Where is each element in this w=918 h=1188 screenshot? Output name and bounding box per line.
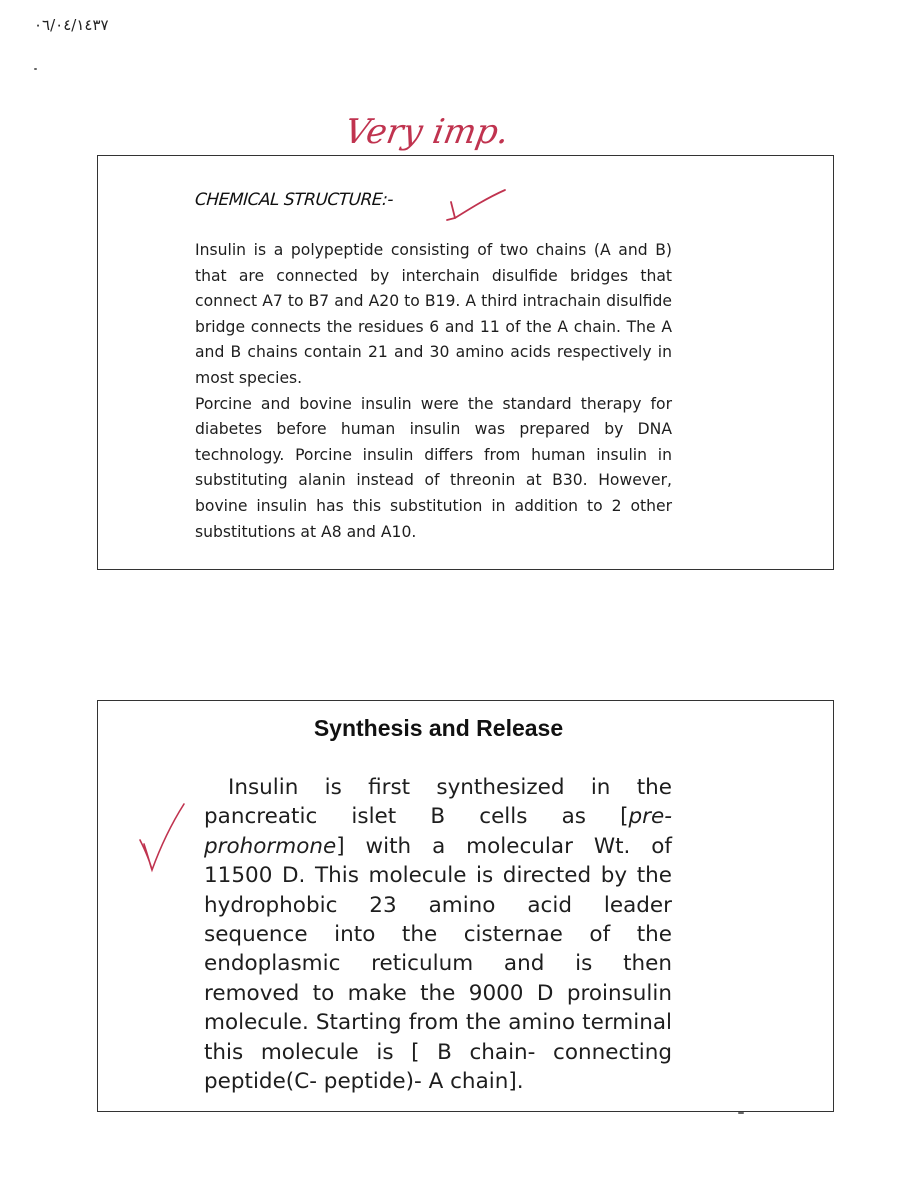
synthesis-release-text (204, 773, 672, 1096)
synthesis-text-part-2: ] with a molecular Wt. of 11500 D. This molecule is directed by the hydrophobic 23 amino acid leader sequence into the cisternae of the endoplasmic reticulum and is then removed to make the 9000 D proinsulin molecule. Starting from the amino terminal this molecule is [ B chain- connecting peptide(C- peptide)- A chain]. (204, 833, 672, 1095)
check-mark-icon (443, 184, 513, 224)
scan-speck (34, 68, 37, 70)
chemical-structure-paragraph-2: Porcine and bovine insulin were the standard therapy for diabetes before human insulin was prepared by DNA technology. Porcine insulin differs from human insulin in substituting alanin instead of threonin at B30. However, bovine insulin has this substitution in addition to 2 other substitutions at A8 and A10. (195, 394, 672, 541)
chemical-structure-paragraph-1: Insulin is a polypeptide consisting of two chains (A and B) that are connected by interchain disulfide bridges that connect A7 to B7 and A20 to B19. A third intrachain disulfide bridge connects the residues 6 and 11 of the A chain. The A and B chains contain 21 and 30 amino acids respectively in most species. (195, 241, 672, 387)
top-note-text: Very imp. (341, 112, 513, 152)
synthesis-italic-term: pre-prohormone (204, 804, 672, 859)
date-stamp: ٠٦/٠٤/١٤٣٧ (34, 16, 109, 34)
synthesis-text-part-1: Insulin is first synthesized in the pancreatic islet B cells as [ (204, 775, 672, 830)
chemical-structure-heading: CHEMICAL STRUCTURE:- (194, 190, 394, 210)
check-mark-icon (130, 800, 190, 875)
synthesis-release-heading: Synthesis and Release (313, 715, 564, 741)
chemical-structure-text (195, 238, 672, 545)
scan-speck (738, 1112, 744, 1114)
chemical-structure-box (97, 155, 834, 570)
synthesis-release-box (97, 700, 834, 1112)
